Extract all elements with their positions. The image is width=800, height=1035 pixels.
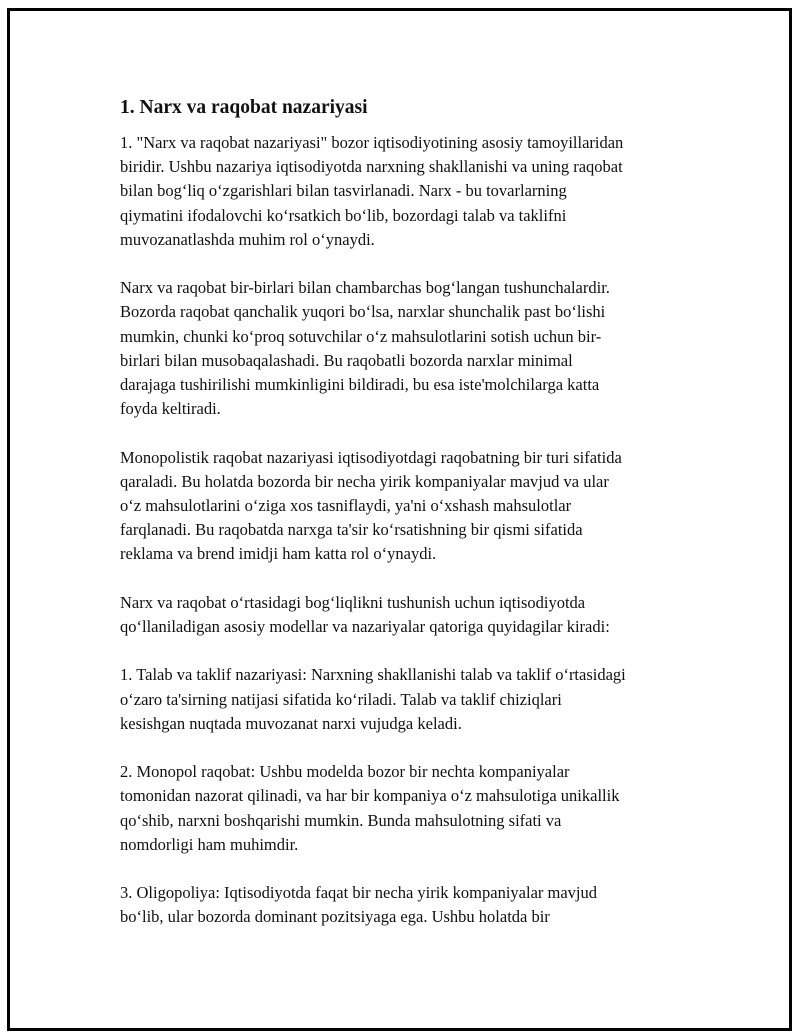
paragraph-oligopoly — [120, 881, 695, 929]
text-line: tomonidan nazorat qilinadi, va har bir kompaniya o‘z mahsulotiga unikallik — [120, 786, 620, 806]
text-line: 3. Oligopoliya: Iqtisodiyotda faqat bir necha yirik kompaniyalar mavjud — [120, 883, 598, 903]
text-line: kesishgan nuqtada muvozanat narxi vujudga keladi. — [120, 713, 462, 733]
text-line: bilan bog‘liq o‘zgarishlari bilan tasvirlanadi. Narx - bu tovarlarning — [120, 181, 567, 201]
text-line: farqlanadi. Bu raqobatda narxga ta'sir ko‘rsatishning bir qismi sifatida — [120, 520, 583, 540]
paragraph-monopoly — [120, 760, 695, 857]
text-line: 1. Talab va taklif nazariyasi: Narxning shakllanishi talab va taklif o‘rtasidagi — [120, 665, 626, 685]
document-page — [7, 8, 792, 1031]
paragraph-price-competition — [120, 276, 695, 421]
text-line: mumkin, chunki ko‘proq sotuvchilar o‘z mahsulotlarini sotish uchun bir- — [120, 326, 602, 346]
text-line: biridir. Ushbu nazariya iqtisodiyotda narxning shakllanishi va uning raqobat — [120, 157, 623, 177]
text-line: qiymatini ifodalovchi ko‘rsatkich bo‘lib, bozordagi talab va taklifni — [120, 205, 567, 225]
text-line: qaraladi. Bu holatda bozorda bir necha yirik kompaniyalar mavjud va ular — [120, 471, 609, 491]
text-line: muvozanatlashda muhim rol o‘ynaydi. — [120, 229, 375, 249]
text-line: o‘z mahsulotlarini o‘ziga xos tasniflaydi, ya'ni o‘xshash mahsulotlar — [120, 496, 572, 516]
text-line: bo‘lib, ular bozorda dominant pozitsiyaga ega. Ushbu holatda bir — [120, 907, 550, 927]
text-line: Narx va raqobat bir-birlari bilan chambarchas bog‘langan tushunchalardir. — [120, 278, 610, 298]
paragraph-monopolistic — [120, 446, 695, 567]
text-line: reklama va brend imidji ham katta rol o‘ynaydi. — [120, 544, 437, 564]
paragraph-intro — [120, 131, 695, 252]
paragraph-models-intro — [120, 591, 695, 639]
text-line: Bozorda raqobat qanchalik yuqori bo‘lsa, narxlar shunchalik past bo‘lishi — [120, 302, 606, 322]
text-line: darajaga tushirilishi mumkinligini bildiradi, bu esa iste'molchilarga katta — [120, 375, 600, 395]
paragraph-supply-demand — [120, 663, 695, 736]
text-line: 2. Monopol raqobat: Ushbu modelda bozor bir nechta kompaniyalar — [120, 762, 570, 782]
text-line: Monopolistik raqobat nazariyasi iqtisodiyotdagi raqobatning bir turi sifatida — [120, 447, 622, 467]
document-title: 1. Narx va raqobat nazariyasi — [120, 97, 368, 118]
text-line: qo‘shib, narxni boshqarishi mumkin. Bunda mahsulotning sifati va — [120, 810, 562, 830]
text-line: qo‘llaniladigan asosiy modellar va nazariyalar qatoriga quyidagilar kiradi: — [120, 617, 610, 637]
document-content — [120, 95, 695, 954]
text-line: Narx va raqobat o‘rtasidagi bog‘liqlikni tushunish uchun iqtisodiyotda — [120, 592, 586, 612]
text-line: o‘zaro ta'sirning natijasi sifatida ko‘riladi. Talab va taklif chiziqlari — [120, 689, 562, 709]
text-line: foyda keltiradi. — [120, 399, 221, 419]
text-line: 1. "Narx va raqobat nazariyasi" bozor iqtisodiyotining asosiy tamoyillaridan — [120, 133, 624, 152]
text-line: nomdorligi ham muhimdir. — [120, 834, 299, 854]
text-line: birlari bilan musobaqalashadi. Bu raqobatli bozorda narxlar minimal — [120, 350, 573, 370]
